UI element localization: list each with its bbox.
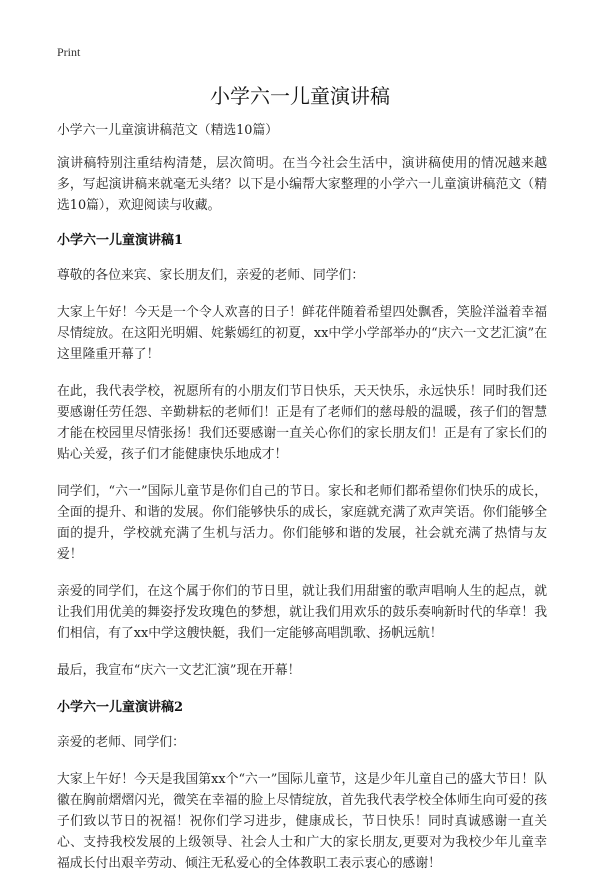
section-paragraph: 最后，我宣布“庆六一文艺汇演”现在开幕！ — [57, 663, 301, 678]
section-paragraph: 大家上午好！今天是一个令人欢喜的日子！鲜花伴随着希望四处飘香，笑脸洋溢着幸福尽情绽放。在这阳光明媚、姹紫嫣红的初夏，xx中学小学部举办的“庆六一文艺汇演”在这里隆重开幕了！ — [57, 305, 547, 362]
document-body — [57, 120, 547, 890]
section-heading: 小学六一儿童演讲稿2 — [57, 700, 184, 715]
section-paragraph: 亲爱的老师、同学们： — [57, 735, 185, 750]
section-heading: 小学六一儿童演讲稿1 — [57, 233, 184, 248]
page-title: 小学六一儿童演讲稿 — [210, 84, 390, 108]
print-link[interactable]: Print — [57, 45, 81, 59]
section-paragraph: 亲爱的同学们，在这个属于你们的节日里，就让我们用甜蜜的歌声唱响人生的起点，就让我们用优美的舞姿抒发玫瑰色的梦想，就让我们用欢乐的鼓乐奏响新时代的华章！我们相信，有了xx中学这艘快艇，我们一定能够高唱凯歌、扬帆远航！ — [57, 584, 547, 641]
section-paragraph: 在此，我代表学校，祝愿所有的小朋友们节日快乐，天天快乐，永远快乐！同时我们还要感谢任劳任怨、辛勤耕耘的老师们！正是有了老师们的慈母般的温暖，孩子们的智慧才能在校园里尽情张扬！我们还要感谢一直关心你们的家长朋友们！正是有了家长们的贴心关爱，孩子们才能健康快乐地成才！ — [57, 384, 547, 462]
section-paragraph: 大家上午好！今天是我国第xx个“六一”国际儿童节，这是少年儿童自己的盛大节日！队徽在胸前熠熠闪光，微笑在幸福的脸上尽情绽放，首先我代表学校全体师生向可爱的孩子们致以节日的祝福！祝你们学习进步，健康成长，节日快乐！同时真诚感谢一直关心、支持我校发展的上级领导、社会人士和广大的家长朋友,更要对为我校少年儿童幸福成长付出艰辛劳动、倾注无私爱心的全体教职工表示衷心的感谢！ — [57, 772, 547, 871]
section-paragraph: 尊敬的各位来宾、家长朋友们，亲爱的老师、同学们： — [57, 268, 365, 283]
document-subtitle: 小学六一儿童演讲稿范文（精选10篇） — [57, 123, 279, 138]
intro-paragraph: 演讲稿特别注重结构清楚，层次简明。在当今社会生活中，演讲稿使用的情况越来越多，写起演讲稿来就毫无头绪？以下是小编帮大家整理的小学六一儿童演讲稿范文（精选10篇），欢迎阅读与收藏。 — [57, 156, 547, 213]
section-paragraph: 同学们，“六一”国际儿童节是你们自己的节日。家长和老师们都希望你们快乐的成长，全面的提升、和谐的发展。你们能够快乐的成长，家庭就充满了欢声笑语。你们能够全面的提升，学校就充满了生机与活力。你们能够和谐的发展，社会就充满了热情与友爱！ — [57, 484, 547, 562]
